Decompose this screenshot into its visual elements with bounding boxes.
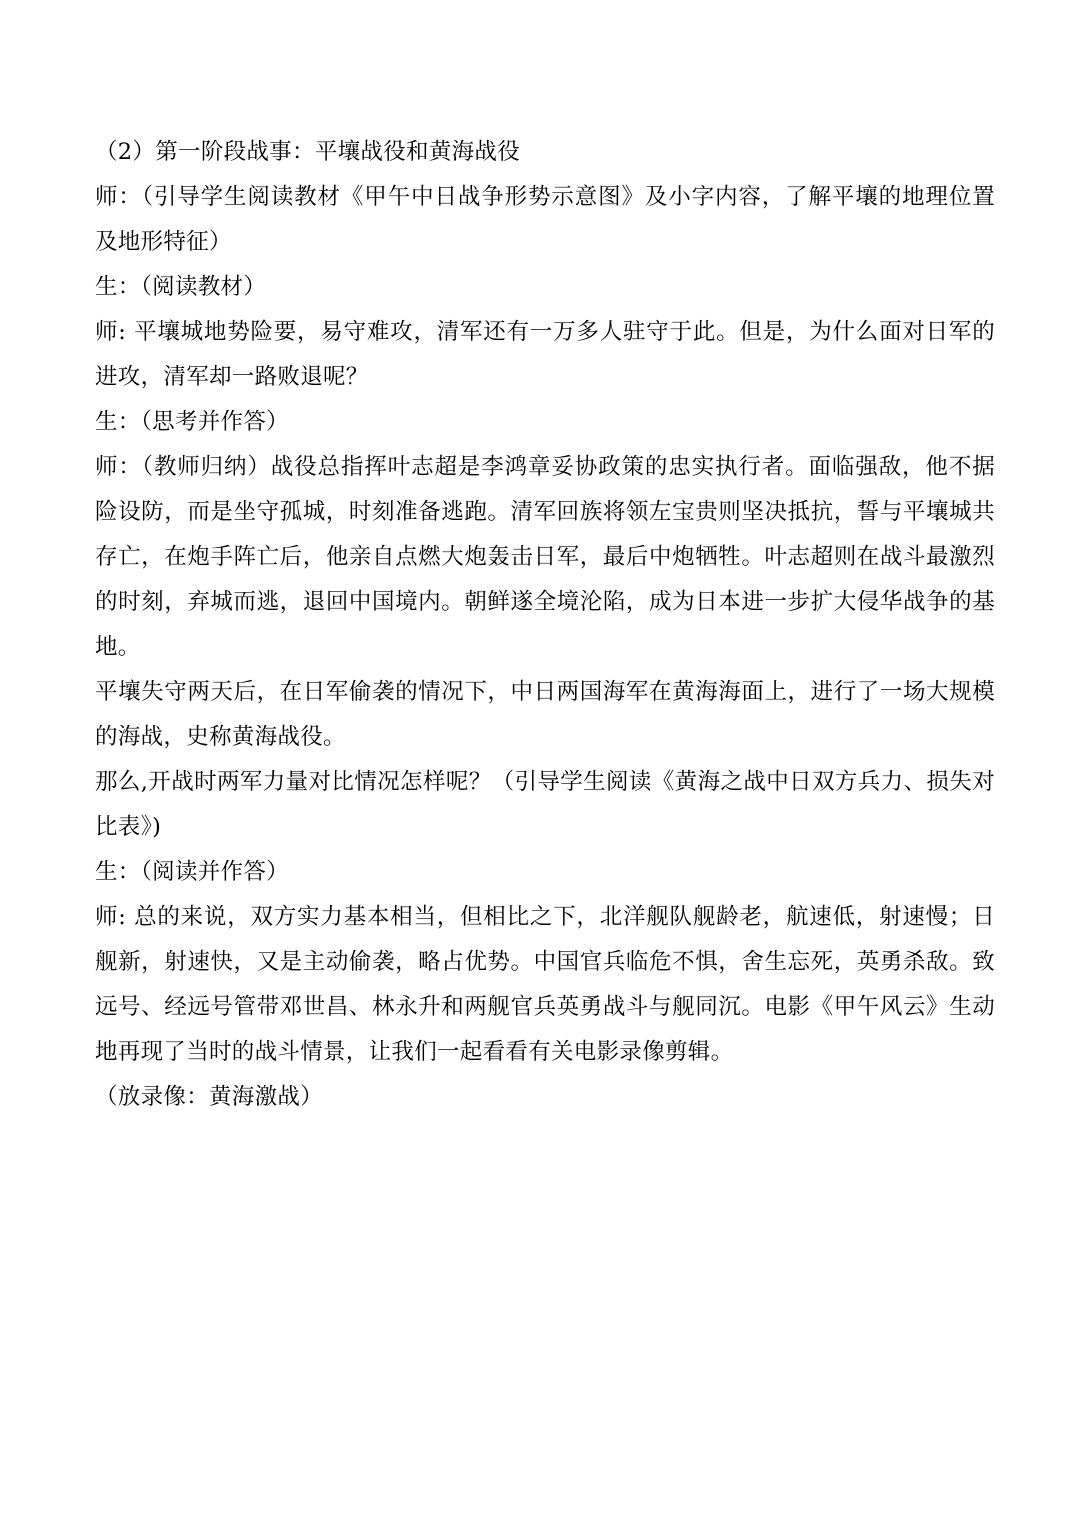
paragraph-1: （2）第一阶段战事：平壤战役和黄海战役	[95, 139, 521, 165]
paragraph-3: 生：（阅读教材）	[95, 274, 267, 300]
paragraph-6: 师：（教师归纳）战役总指挥叶志超是李鸿章妥协政策的忠实执行者。面临强敌，他不据险设防，而是坐守孤城，时刻准备逃跑。清军回族将领左宝贵则坚决抵抗，誓与平壤城共存亡，在炮手阵亡后，他亲自点燃大炮轰击日军，最后中炮牺牲。叶志超则在战斗最激烈的时刻，弃城而逃，退回中国境内。朝鲜遂全境沦陷，成为日本进一步扩大侵华战争的基地。	[95, 454, 995, 660]
paragraph-10: 师: 总的来说，双方实力基本相当，但相比之下，北洋舰队舰龄老，航速低，射速慢；日舰新，射速快，又是主动偷袭，略占优势。中国官兵临危不惧，舍生忘死，英勇杀敌。致远号、经远号管带邓世昌、林永升和两舰官兵英勇战斗与舰同沉。电影《甲午风云》生动地再现了当时的战斗情景，让我们一起看看有关电影录像剪辑。	[95, 904, 995, 1065]
document-body	[95, 130, 995, 1120]
paragraph-2: 师：（引导学生阅读教材《甲午中日战争形势示意图》及小字内容，了解平壤的地理位置及地形特征）	[95, 184, 995, 255]
paragraph-9: 生：（阅读并作答）	[95, 859, 289, 885]
paragraph-8: 那么,开战时两军力量对比情况怎样呢？（引导学生阅读《黄海之战中日双方兵力、损失对比表》)	[95, 769, 995, 840]
paragraph-5: 生：（思考并作答）	[95, 409, 289, 435]
paragraph-7: 平壤失守两天后，在日军偷袭的情况下，中日两国海军在黄海海面上，进行了一场大规模的海战，史称黄海战役。	[95, 679, 995, 750]
paragraph-11: （放录像：黄海激战）	[95, 1084, 324, 1110]
paragraph-4: 师: 平壤城地势险要，易守难攻，清军还有一万多人驻守于此。但是，为什么面对日军的进攻，清军却一路败退呢？	[95, 319, 995, 390]
